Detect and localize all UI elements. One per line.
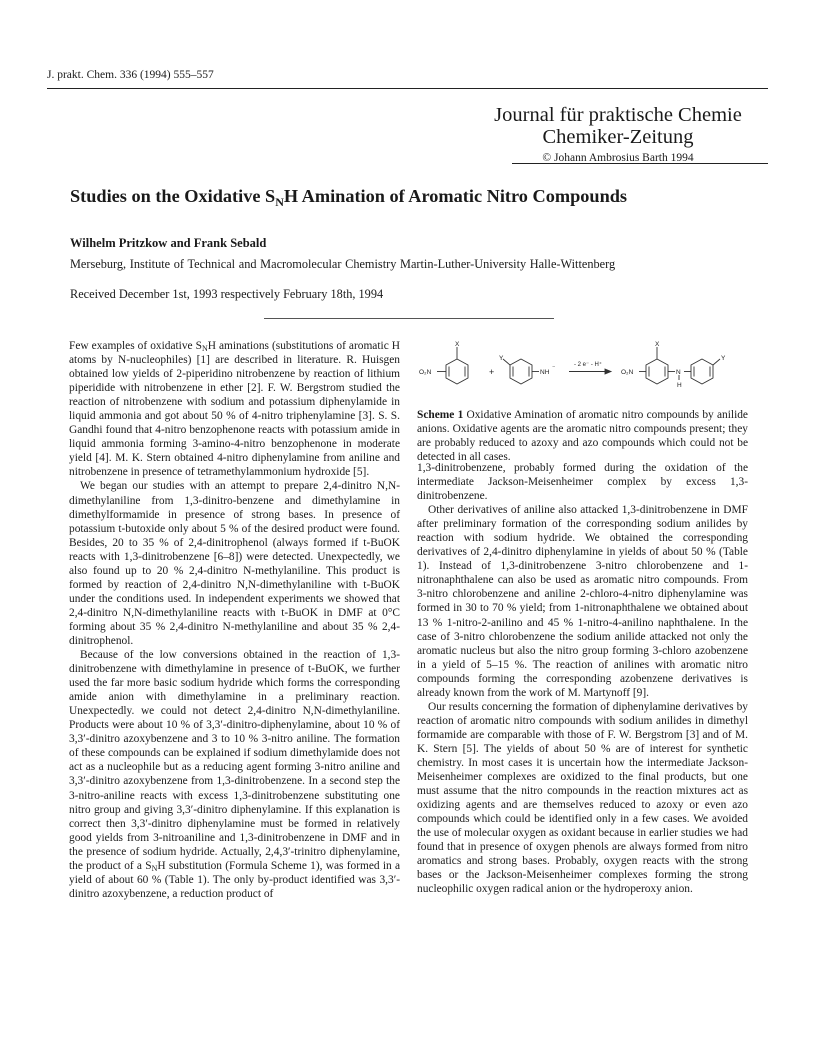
scheme-minus: ⁻ [552,365,556,372]
scheme-x1: X [455,341,460,348]
title-subscript: N [275,195,284,209]
article-title [70,186,627,207]
received-date: Received December 1st, 1993 respectively February 18th, 1994 [70,287,384,301]
benzene-ring-3 [639,347,691,384]
scheme-nh: NH [540,369,550,376]
scheme-h: H [677,382,682,389]
body-paragraph: 1,3-dinitrobenzene, probably formed during the oxidation of the intermediate Jackson-Meisenheimer complex by excess 1,3-dinitrobenzene. [417,462,748,503]
benzene-ring-2 [503,359,539,384]
scheme-caption [417,408,748,464]
scheme-y2: Y [721,355,726,362]
journal-citation: J. prakt. Chem. 336 (1994) 555–557 [47,69,214,81]
body-paragraph: We began our studies with an attempt to prepare 2,4-dinitro N,N-dimethylaniline from 1,3-dinitro-benzene and dimethylamine in dimethylformamide in presence of strong bases. In presence of potassium t-butoxide only about 5 % of the desired product were found. Besides, 20 to 35 % of 2,4-dinitrophenol (always formed if t-BuOK reacts with 1,3-dinitrobenzene [6–8]) were detected. Unexpectedly, we also found up to 20 % 2,4-dinitro N-methylaniline. This product is formed by reaction of 2,4-dinitro N,N-dimethylaniline with t-BuOK under the conditions used. In independent experiments we showed that 2,4-dinitro N,N-dimethylaniline reacts with t-BuOK in DMF at 0°C forming about 35 % 2,4-dinitro N-methylaniline and about 35 % 2,4-dinitrophenol. [69,480,400,647]
title-part-2: H Amination of Aromatic Nitro Compounds [283,186,628,206]
scheme-x2: X [655,341,660,348]
journal-name: Journal für praktische Chemie [494,104,742,126]
body-paragraph: Few examples of oxidative $S_NH$ aminations (substitutions of aromatic H atoms by N-nucleophiles) [1] are described in literature. R. Huisgen obtained low yields of 2-piperidino nitrobenzene by reaction of lithium piperidide with nitrobenzene in ether [2]. F. W. Bergstrom studied the reaction of nitrobenzene with sodium and potassium diphenylamide in liquid ammonia and got about 50 % of 4-nitro triphenylamine [3]. S. S. Gandhi found that 4-nitro benzophenone reacts with potassium amide in liquid ammonia forming 3-amino-4-nitro benzophenone in moderate yield [4]. M. K. Stern obtained 4-nitro diphenylamine from aniline and nitrobenzene in presence of tetramethylammonium hydroxide [5]. [69,340,400,479]
journal-masthead [468,104,768,165]
scheme-no2-right: O₂N [621,369,634,376]
scheme-no2-left: O₂N [419,369,432,376]
scheme-label: Scheme 1 [417,409,464,421]
body-paragraph: Our results concerning the formation of diphenylamine derivatives by reaction of aromatic nitro compounds with sodium anilides in dimethyl formamide are comparable with those of F. W. Bergstrom [3] and of M. K. Stern [5]. The yields of about 50 % are of interest for synthetic chemistry. In most cases it is uncertain how the intermediate Jackson-Meisenheimer complexes are oxidized to the final products, but one must assume that the nitro compounds in the reaction mixtures act as oxidizing agents and are themselves reduced to azoxy or even azo compounds which could be identified only in a few cases. We avoided the use of molecular oxygen as oxidant because in earlier studies we had found that in presence of oxygen phenols are always formed from nitro aromatics and strong bases. Probably, oxygen reacts with the strong bases or the Jackson-Meisenheimer complexes forming the strong nucleophilic oxygen radical anion or the hydroperoxy anion. [417,700,748,896]
scheme-caption-text: Oxidative Amination of aromatic nitro compounds by anilide anions. Oxidative agents are the aromatic nitro compounds present; they are probably reduced to azoxy and azo compounds which could not be detected in all cases. [417,409,748,464]
body-column-left [69,339,400,901]
scheme-n: N [676,369,681,376]
scheme-arrow-label: - 2 e⁻ - H⁺ [574,362,603,368]
masthead-rule [512,163,768,164]
article-authors: Wilhelm Pritzkow and Frank Sebald [70,236,267,250]
reaction-scheme [417,339,748,405]
scheme-drawing [417,339,748,405]
journal-copyright: © Johann Ambrosius Barth 1994 [542,152,694,164]
body-paragraph: Because of the low conversions obtained in the reaction of 1,3-dinitrobenzene with dimethylamine in presence of t-BuOK, we further used the far more basic sodium hydride which forms the corresponding amide anion with dimethylamine in a preliminary reaction. Unexpectedly. we could not detect 2,4-dinitro N,N-dimethylaniline. Products were about 10 % of 3,3′-dinitro-diphenylamine, about 10 % of 3,3′-dinitro azoxybenzene and 3 to 10 % 3-nitro aniline. The formation of these compounds can be explained if sodium dimethylamide does not act as a nucleophile but as a reducing agent forming 3-nitro aniline and 3,3′-dinitro azoxybenzene from 1,3-dinitrobenzene. In a second step the 3-nitro-aniline reacts with excess 1,3-dinitrobenzene substituting one nitro group and giving 3,3′-dinitro diphenylamine. If this explanation is correct then 3,3′-dinitro diphenylamine must be formed in relatively good yields from 3-nitroaniline and 1,3-dinitrobenzene in DMF and in the presence of sodium hydride. Actually, 2,4,3′-trinitro diphenylamine, the product of a $S_NH$ substitution (Formula Scheme 1), was formed in a yield of about 60 % (Table 1). The only by-product identified was 3,3′-dinitro azoxybenzene, a reduction product of [69,649,401,900]
author-affiliation: Merseburg, Institute of Technical and Macromolecular Chemistry Martin-Luther-University Halle-Wittenberg [70,257,616,271]
header-rule [47,88,768,89]
scheme-y1: Y [499,355,504,362]
title-part-1: Studies on the Oxidative S [70,186,276,206]
benzene-ring-4 [691,359,720,384]
journal-subname: Chemiker-Zeitung [542,126,694,148]
body-paragraph: Other derivatives of aniline also attacked 1,3-dinitrobenzene in DMF after preliminary formation of the corresponding sodium anilides by reaction with sodium hydride. We obtained the corresponding derivatives of 2,4-dinitro diphenylamine in yields of about 50 % (Table 1). Instead of 1,3-dinitrobenzene 3-nitro chlorobenzene and 1-nitronaphthalene can also be used as aromatic nitro compounds. From 3-nitro chlorobenzene and aniline 2-chloro-4-nitro diphenylamine was formed in 30 to 70 % yield; from 1-nitronaphthalene we obtained about 13 % 1-nitro-2-anilino and 45 % 1-nitro-4-anilino naphthalene. In the case of 3-nitro chlorobenzene the sodium anilide attacked not only the aromatic nucleus but also the nitro group forming 3-chloro azobenzene in a yield of 5–15 %. The reaction of anilines with aromatic nitro compounds forming the corresponding azobenzene derivatives is already known from the work of M. Martynoff [9]. [417,504,748,699]
benzene-ring-1 [437,347,468,384]
body-column-right [417,461,748,896]
reaction-arrow [569,369,611,374]
scheme-plus: + [489,367,495,377]
section-rule [264,318,554,319]
